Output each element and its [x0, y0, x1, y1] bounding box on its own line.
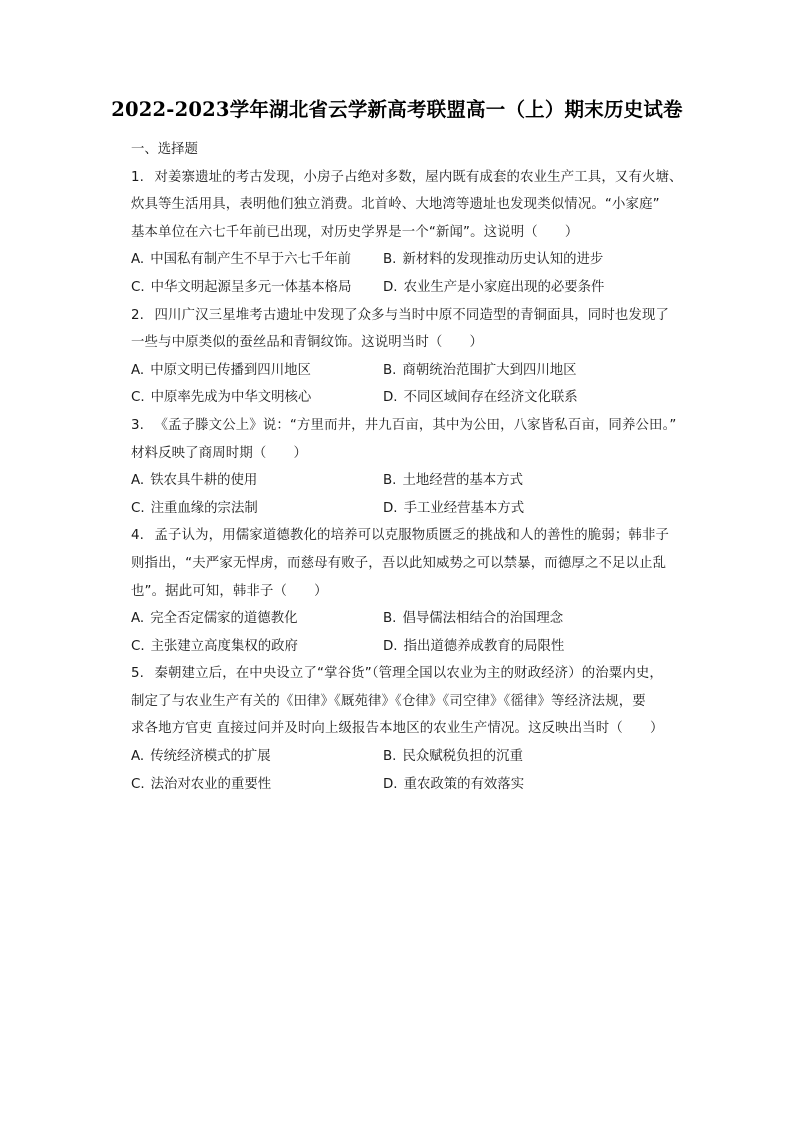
question-5 [131, 660, 697, 798]
option-b[interactable] [383, 246, 635, 274]
option-letter: B. [383, 611, 397, 627]
options [131, 357, 697, 412]
option-c[interactable] [131, 274, 383, 302]
stem-text: 《孟子滕文公上》说：“方里而井，井九百亩，其中为公田，八家皆私百亩，同养公田。” [154, 417, 677, 433]
option-text: 中原文明已传播到四川地区 [150, 362, 311, 378]
question-stem-line [131, 302, 697, 330]
option-b[interactable] [383, 357, 635, 385]
question-stem-line: 炊具等生活用具，表明他们独立消费。北首岭、大地湾等遗址也发现类似情况。“小家庭” [131, 197, 660, 213]
option-row [131, 633, 697, 661]
stem-text: 孟子认为，用儒家道德教化的培养可以克服物质匮乏的挑战和人的善性的脆弱；韩非子 [154, 528, 670, 544]
option-letter: C. [131, 638, 145, 654]
option-row [131, 771, 697, 799]
option-row [131, 274, 697, 302]
question-stem-line [131, 412, 697, 440]
option-letter: D. [383, 776, 398, 792]
option-d[interactable] [383, 384, 635, 412]
option-letter: A. [131, 252, 145, 268]
option-text: 农业生产是小家庭出现的必要条件 [403, 279, 605, 295]
option-letter: C. [131, 500, 145, 516]
option-text: 倡导儒法相结合的治国理念 [402, 611, 564, 627]
option-text: 指出道德养成教育的局限性 [403, 638, 565, 654]
option-text: 中华文明起源呈多元一体基本格局 [150, 279, 352, 295]
question-3 [131, 412, 697, 522]
option-row [131, 357, 697, 385]
option-d[interactable] [383, 495, 635, 523]
option-c[interactable] [131, 771, 383, 799]
stem-text: 四川广汉三星堆考古遗址中发现了众多与当时中原不同造型的青铜面具，同时也发现了 [154, 307, 670, 323]
option-b[interactable] [383, 605, 635, 633]
option-letter: C. [131, 390, 145, 406]
option-b[interactable] [383, 467, 635, 495]
option-text: 中国私有制产生不早于六七千年前 [150, 252, 352, 268]
stem-text: 对姜寨遗址的考古发现，小房子占绝对多数，屋内既有成套的农业生产工具，又有火塘、 [154, 169, 683, 185]
option-row [131, 384, 697, 412]
option-text: 商朝统治范围扩大到四川地区 [402, 362, 577, 378]
option-text: 民众赋税负担的沉重 [402, 749, 523, 765]
question-number: 1. [131, 169, 145, 185]
option-d[interactable] [383, 274, 635, 302]
option-a[interactable] [131, 743, 383, 771]
option-text: 手工业经营基本方式 [403, 500, 525, 516]
option-text: 重农政策的有效落实 [403, 776, 525, 792]
option-c[interactable] [131, 384, 383, 412]
option-d[interactable] [383, 771, 635, 799]
question-stem-line: 一些与中原类似的蚕丝品和青铜纹饰。这说明当时（ ） [131, 335, 484, 351]
option-letter: C. [131, 279, 145, 295]
question-stem-line: 求各地方官吏 直接过问并及时向上级报告本地区的农业生产情况。这反映出当时（ ） [131, 721, 664, 737]
question-number: 3. [131, 417, 145, 433]
option-letter: B. [383, 362, 397, 378]
question-stem-line: 制定了与农业生产有关的《田律》《厩苑律》《仓律》《司空律》《徭律》等经济法规，要 [131, 693, 646, 709]
option-c[interactable] [131, 495, 383, 523]
option-d[interactable] [383, 633, 635, 661]
option-a[interactable] [131, 605, 383, 633]
option-b[interactable] [383, 743, 635, 771]
option-text: 法治对农业的重要性 [150, 776, 272, 792]
option-letter: A. [131, 473, 145, 489]
options [131, 743, 697, 798]
option-letter: A. [131, 611, 145, 627]
option-letter: D. [383, 390, 398, 406]
option-c[interactable] [131, 633, 383, 661]
option-letter: A. [131, 362, 145, 378]
option-row [131, 605, 697, 633]
option-letter: D. [383, 638, 398, 654]
question-stem-line: 也”。据此可知，韩非子（ ） [131, 583, 328, 599]
options [131, 467, 697, 522]
option-letter: B. [383, 252, 397, 268]
option-text: 中原率先成为中华文明核心 [150, 390, 312, 406]
stem-text: 秦朝建立后，在中央设立了“掌谷货”（管理全国以农业为主的财政经济）的治粟内史， [154, 666, 663, 682]
exam-content [131, 136, 697, 798]
option-text: 主张建立高度集权的政府 [150, 638, 298, 654]
page-title: 2022-2023学年湖北省云学新高考联盟高一（上）期末历史试卷 [111, 98, 683, 121]
option-text: 注重血缘的宗法制 [150, 500, 258, 516]
option-row [131, 467, 697, 495]
question-1 [131, 164, 697, 302]
option-row [131, 743, 697, 771]
option-letter: D. [383, 279, 398, 295]
option-row [131, 246, 697, 274]
question-number: 2. [131, 307, 145, 323]
question-stem-line [131, 660, 697, 688]
question-4 [131, 522, 697, 660]
option-a[interactable] [131, 357, 383, 385]
option-text: 铁农具牛耕的使用 [150, 473, 258, 489]
option-a[interactable] [131, 246, 383, 274]
question-number: 5. [131, 666, 145, 682]
option-text: 土地经营的基本方式 [402, 473, 523, 489]
option-letter: D. [383, 500, 398, 516]
question-2 [131, 302, 697, 412]
option-text: 传统经济模式的扩展 [150, 749, 271, 765]
options [131, 605, 697, 660]
option-letter: A. [131, 749, 145, 765]
option-row [131, 495, 697, 523]
option-letter: B. [383, 473, 397, 489]
option-letter: B. [383, 749, 397, 765]
question-stem-line [131, 164, 697, 192]
option-letter: C. [131, 776, 145, 792]
question-stem-line: 则指出，“夫严家无悍虏，而慈母有败子，吾以此知威势之可以禁暴，而德厚之不足以止乱 [131, 555, 667, 571]
question-stem-line [131, 522, 697, 550]
option-text: 不同区域间存在经济文化联系 [403, 390, 578, 406]
option-text: 完全否定儒家的道德教化 [150, 611, 298, 627]
question-stem-line: 基本单位在六七千年前已出现，对历史学界是一个“新闻”。这说明（ ） [131, 224, 579, 240]
question-number: 4. [131, 528, 145, 544]
option-text: 新材料的发现推动历史认知的进步 [402, 252, 604, 268]
options [131, 246, 697, 301]
option-a[interactable] [131, 467, 383, 495]
section-heading: 一、选择题 [131, 142, 198, 157]
question-stem-line: 材料反映了商周时期（ ） [131, 445, 308, 461]
